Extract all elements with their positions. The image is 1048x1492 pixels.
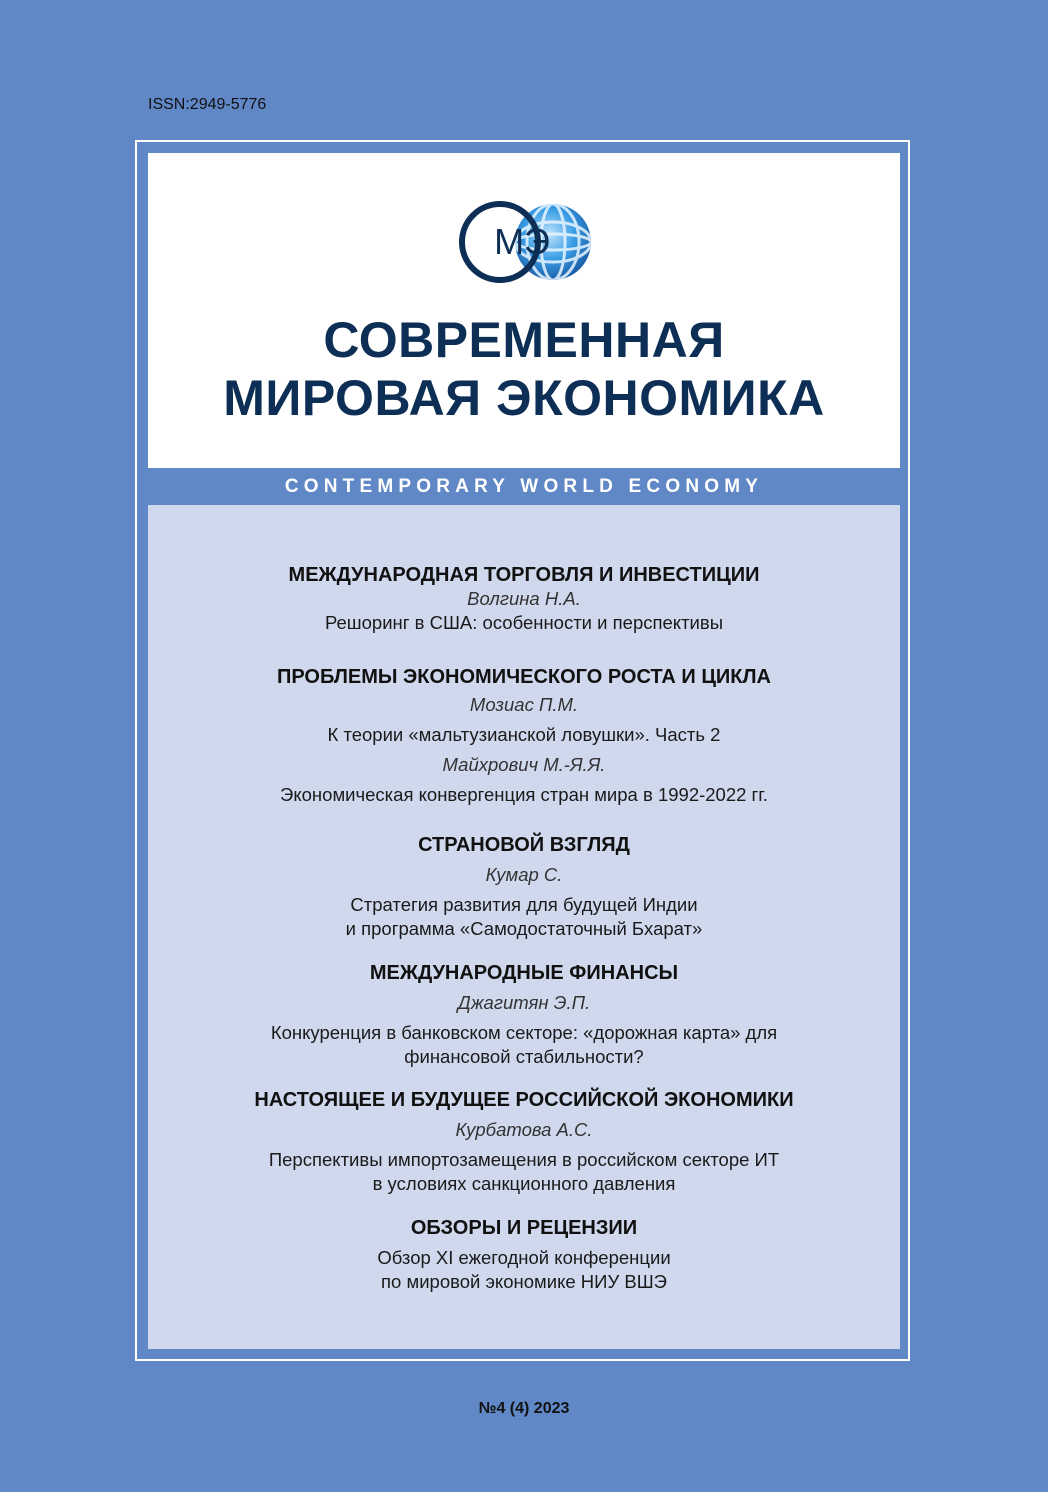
section-russia <box>148 1088 900 1196</box>
issn-label: ISSN:2949-5776 <box>148 96 267 113</box>
journal-title-line1: СОВРЕМЕННАЯ <box>323 312 725 368</box>
article-author: Майхрович М.-Я.Я. <box>442 754 606 775</box>
article-title: Обзор XI ежегодной конференции <box>377 1247 671 1268</box>
section-country <box>148 833 900 941</box>
article-title: Решоринг в США: особенности и перспективы <box>324 612 724 633</box>
globe-logo-icon <box>458 197 598 287</box>
journal-title-line2: МИРОВАЯ ЭКОНОМИКА <box>223 370 825 426</box>
article-author: Курбатова А.С. <box>455 1119 593 1140</box>
table-of-contents <box>148 505 900 1349</box>
article-title: в условиях санкционного давления <box>372 1173 676 1194</box>
article-title: Конкуренция в банковском секторе: «дорожная карта» для <box>270 1022 778 1043</box>
section-title: МЕЖДУНАРОДНЫЕ ФИНАНСЫ <box>369 962 679 984</box>
section-title: МЕЖДУНАРОДНАЯ ТОРГОВЛЯ И ИНВЕСТИЦИИ <box>288 564 760 586</box>
article-title: Стратегия развития для будущей Индии <box>350 894 698 915</box>
section-reviews <box>148 1216 900 1294</box>
article-author: Джагитян Э.П. <box>457 992 591 1013</box>
section-title: ПРОБЛЕМЫ ЭКОНОМИЧЕСКОГО РОСТА И ЦИКЛА <box>276 666 771 688</box>
article-title: Перспективы импортозамещения в российском секторе ИТ <box>268 1149 780 1170</box>
section-growth <box>148 665 900 807</box>
issue-number: №4 (4) 2023 <box>478 1400 570 1417</box>
article-title: финансовой стабильности? <box>404 1046 644 1067</box>
article-author: Кумар С. <box>485 864 563 885</box>
section-title: НАСТОЯЩЕЕ И БУДУЩЕЕ РОССИЙСКОЙ ЭКОНОМИКИ <box>254 1089 794 1111</box>
article-title: Экономическая конвергенция стран мира в 1992-2022 гг. <box>280 784 768 805</box>
article-title: по мировой экономике НИУ ВШЭ <box>381 1271 667 1292</box>
article-title: К теории «мальтузианской ловушки». Часть 2 <box>327 724 721 745</box>
section-title: ОБЗОРЫ И РЕЦЕНЗИИ <box>410 1217 638 1239</box>
section-trade <box>148 563 900 635</box>
title-panel <box>148 153 900 468</box>
journal-title <box>148 311 900 427</box>
article-title: и программа «Самодостаточный Бхарат» <box>345 918 703 939</box>
section-title: СТРАНОВОЙ ВЗГЛЯД <box>418 834 630 856</box>
article-author: Волгина Н.А. <box>467 588 581 609</box>
journal-subtitle-en: CONTEMPORARY WORLD ECONOMY <box>284 476 764 497</box>
logo-letters: МЭ <box>494 221 550 262</box>
section-finance <box>148 961 900 1069</box>
article-author: Мозиас П.М. <box>469 694 579 715</box>
